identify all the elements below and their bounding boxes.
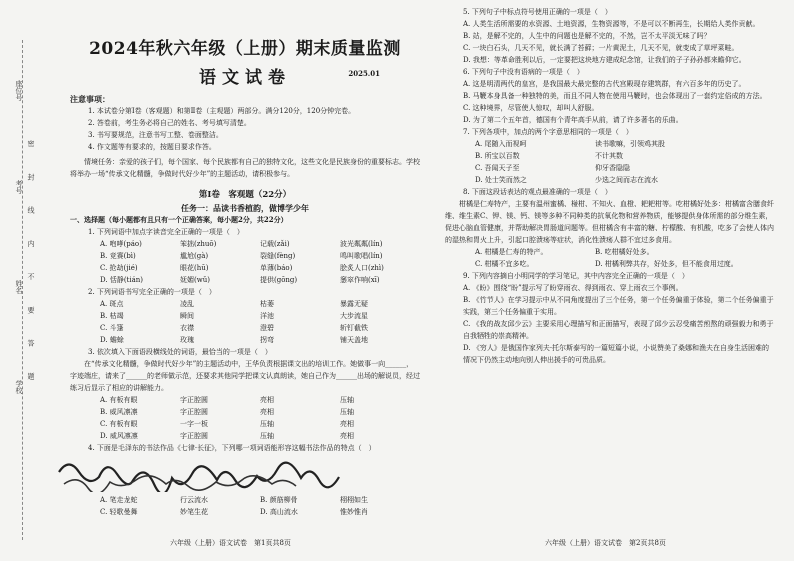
option-row [70,322,420,334]
option: 玫瑰 [180,336,194,344]
option: 大步流星 [340,312,368,320]
option: A. 柑橘是仁寿的特产。 [475,248,548,256]
question-stem: 9. 下列内容摘自小明同学的学习笔记，其中内容完全正确的一项是（ ） [463,272,689,280]
option: C. 抢劫(jié) [100,264,138,272]
option: 澄碧 [260,324,274,332]
question-stem: 4. 下面是毛泽东的书法作品《七律·长征》，下列哪一项词语能形容这幅书法作品的特点（ ） [88,444,376,452]
option: 少选之间而志在流水 [595,176,658,184]
option-row [445,138,775,150]
option: D. 高山流水 [260,508,298,516]
option-row [70,310,420,322]
option: 妩媚(wǔ) [180,276,210,284]
option: A. 笔走龙蛇 [100,496,138,504]
option: 尴尬(gà) [180,252,209,260]
option: 妙笔生花 [180,508,208,516]
question-passage: 柑橘是仁寿特产，主要有温州蜜橘、椪柑、不知火、血橙、耙耙柑等。吃柑橘好处多：柑橘富含膳食纤维、维生素C、钾、镁、钙、镁等多种不同种类的抗氧化物和营养物质，能够提供身体所需的部分维生素，促进心脑血管健康，并帮助解决胃肠道问题等。但柑橘含有丰富的糖、柠檬酸、有机酸，吃多了会使人体内的湿热和胃火上升，引起口腔溃疡等症状，消化性溃疡人群不宜过多食用。 [445,200,774,244]
footer-right: 六年级（上册）语文试卷 第2页共8页 [545,539,666,547]
option: 栩栩如生 [340,496,368,504]
option-row [445,162,775,174]
option: 铺天盖地 [340,336,368,344]
option: 脍炙人口(zhì) [340,264,384,272]
option: 读书歌嘛，引领鸡其股 [595,140,665,148]
notice-item: 4. 作文题等有要求的，按题目要求作答。 [88,143,216,151]
option: B. 站，是解不完的，人生中的问题也是解不完的，不然，岂不太平淡无味了吗？ [463,32,711,40]
binding-label-id: 考号 [15,180,23,194]
option: 压轴 [260,432,274,440]
option: 笨拙(zhuō) [180,240,217,248]
option-row [70,406,420,418]
option: 压轴 [340,408,354,416]
option: 波光粼粼(lín) [340,240,383,248]
option: 记载(zǎi) [260,240,290,248]
option: C. 斗篷 [100,324,124,332]
option: 惟妙惟肖 [340,508,368,516]
option-row [445,258,775,270]
right-page [445,6,775,366]
option: 拐弯 [260,336,274,344]
question-stem: 5. 下列句子中标点符号使用正确的一项是（ ） [463,8,612,16]
option: D. 处士笑而然之 [475,176,527,184]
option: A. 尾随入而视呵 [475,140,527,148]
binding-label-school: 学校 [15,380,23,394]
option: C. 吾闻天子至 [475,164,520,172]
section-title: 第Ⅰ卷 客观题（22分） [198,190,292,200]
option-row [445,246,775,258]
option: 单薄(báo) [260,264,293,272]
question-stem: 7. 下列各项中，加点的两个字意思相同的一项是（ ） [463,128,633,136]
option: D. 威风凛凛 [100,432,138,440]
option: 瞬间 [180,312,194,320]
option-row [70,394,420,406]
option: D. 恬静(tián) [100,276,144,284]
task-title: 任务一：品读书香植韵，做博学少年 [181,203,309,213]
option: 字正腔圆 [180,408,208,416]
exam-title: 2024年秋六年级（上册）期末质量监测 [89,39,401,59]
option: C. 《我的战友邱少云》主要采用心理描写和正面描写，表现了邱少云忍受痛苦煎熬的顽强毅力和勇于自我牺牲的崇高精神。 [463,320,774,340]
option: 裂缝(fèng) [260,252,296,260]
question-stem: 8. 下面这段话表达的观点最准确的一项是（ ） [463,188,612,196]
option: D. 《穷人》是俄国作家列夫·托尔斯泰写的一篇短篇小说，小说赞美了桑娜和渔夫在自身生活困难的情况下仍然主动地向别人伸出援手的可贵品质。 [463,344,770,364]
option: 行云流水 [180,496,208,504]
option: A. 咆哮(páo) [100,240,142,248]
option: 亮相 [340,432,354,440]
binding-margin [6,60,36,530]
option: 字正腔圆 [180,432,208,440]
option-row [70,494,420,506]
option: 一字一板 [180,420,208,428]
exam-subtitle [70,63,420,88]
question-stem: 3. 依次填入下面语段横线处的词语，最恰当的一项是（ ） [88,348,272,356]
option: 压轴 [260,420,274,428]
option: 压轴 [340,396,354,404]
option: C. 有板有眼 [100,420,138,428]
option: 提供(gōng) [260,276,298,284]
option: 斩钉截铁 [340,324,368,332]
option: D. 柑橘利弊共存，好处多，但不能食用过度。 [595,260,738,268]
option-row [70,430,420,442]
q4-options [70,494,420,518]
option: 鸣叫歌唱(lín) [340,252,383,260]
option: C. 轻歌曼舞 [100,508,138,516]
option: B. 竞赛(bì) [100,252,136,260]
option: 洋池 [260,312,274,320]
option: 眼花(hū) [180,264,209,272]
option-row [70,506,420,518]
left-page [70,0,420,454]
option: 字正腔圆 [180,396,208,404]
binding-label-seat: 座位号 [15,80,23,101]
option: B. 吃柑橘好处多。 [595,248,654,256]
option: 不计其数 [595,152,623,160]
option: 仰牙香隐隐 [595,164,630,172]
option: B. 枯竭 [100,312,124,320]
notice-item: 1. 本试卷分第Ⅰ卷（客观题）和第Ⅱ卷（主观题）两部分。满分120分，120分钟完卷。 [88,107,356,115]
option: 枯萎 [260,300,274,308]
option: B. 威风凛凛 [100,408,138,416]
notice-item: 2. 答卷前，考生务必将自己的姓名、考号填写清楚。 [88,119,251,127]
option: D. 蟾蜍 [100,336,124,344]
option: 凌乱 [180,300,194,308]
option: B. 马鞭本身具备一种独特的美，而且不同人物在使用马鞭时，也会体现出了一套约定俗成的方法。 [463,92,767,100]
option-row [70,334,420,346]
option: B. 所宝以百数 [475,152,520,160]
option: D. 我想：等革命胜利以后，一定要把这块地方建成纪念馆，让我们的子子孙孙都来瞻仰它。 [463,56,746,64]
option-row [445,150,775,162]
option-row [70,298,420,310]
option: 暴露无疑 [340,300,368,308]
option: D. 为了第二个五年首，德国有个青年高手从前，请了许多著名的乐曲。 [463,116,683,124]
option: 衣襟 [180,324,194,332]
option: A. 有板有眼 [100,396,138,404]
option: 亮相 [260,408,274,416]
option: C. 一块白石头，几天不见，就长满了苔藓；一片黄泥土，几天不见，就变成了草坪菜畦。 [463,44,739,52]
option: 亮相 [340,420,354,428]
option: B. 颜筋柳骨 [260,496,298,504]
option-row [70,250,420,262]
binding-cut-text: 密 封 线 内 不 要 答 题 [27,140,35,392]
option-row [445,174,775,186]
question-stem: 1. 下列词语中加点字读音完全正确的一项是（ ） [88,228,244,236]
part-title: 一、选择题（每小题都有且只有一个正确答案，每小题2分，共22分） [70,215,288,224]
binding-label-name: 姓名 [15,280,23,294]
notice-title: 注意事项： [70,94,110,104]
option: A. 这是明清两代的皇宫，是我国最大最完整的古代宫殿现存建筑群，有六百多年的历史了。 [463,80,746,88]
option: A. 人类生活所需要的水资源、土地资源，生物资源等，不是可以不断再生，长期给人类作贡献。 [463,20,760,28]
option: 窸窣作响(xī) [340,276,380,284]
context-task: 情境任务：亲爱的孩子们，每个国家、每个民族都有自己的独特文化，这些文化是民族身份的重要标志。学校将举办一场“传承文化精髓，争做时代好少年”的主题活动，请积极参与。 [70,158,420,178]
question-stem: 2. 下列词语书写完全正确的一项是（ ） [88,288,216,296]
option: A. 斑点 [100,300,124,308]
option-row [70,262,420,274]
calligraphy-image [54,452,354,492]
exam-subtitle-text: 语文试卷 [199,68,291,88]
question-stem: 6. 下列句子中没有语病的一项是（ ） [463,68,584,76]
option-row [70,274,420,286]
notice-item: 3. 书写要规范，注意书写工整、卷面整洁。 [88,131,223,139]
option: B. 《竹节人》在学习提示中从不同角度提出了三个任务，第一个任务偏重于体验，第二个任务偏重于实践，第三个任务偏重于实用。 [463,296,774,316]
option-row [70,418,420,430]
question-passage: 在“传承文化精髓，争做时代好少年”的主题活动中，王华负责根据课文出的培训工作。她做事一向______，字迹端庄，请来了______的老师做示范，还要求其他同学把课文认真朗读，她自己作为______出场的解说员，经过练习后显示了相应的讲解能力。 [70,360,420,392]
option: A. 《盼》围绕“盼”提示写了盼穿雨衣、得到雨衣、穿上雨衣三个事例。 [463,284,683,292]
footer-left: 六年级（上册）语文试卷 第1页共8页 [170,539,291,547]
option: C. 柑橘不宜多吃。 [475,260,534,268]
exam-date: 2025.01 [348,69,380,78]
option: 亮相 [260,396,274,404]
option: C. 这种境界，尽管使人惊叹，却叫人舒服。 [463,104,599,112]
option-row [70,238,420,250]
